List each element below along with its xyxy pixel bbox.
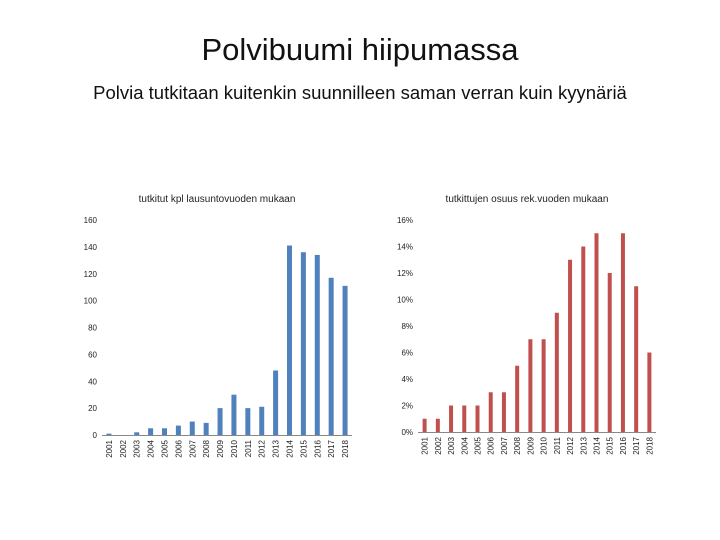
right-x-tick-label: 2005 xyxy=(473,437,483,455)
left-x-tick-label: 2012 xyxy=(257,440,267,458)
right-x-tick-label: 2016 xyxy=(618,437,628,455)
right-bar xyxy=(449,406,453,433)
left-bar xyxy=(231,395,236,435)
right-y-tick-label: 0% xyxy=(401,428,413,437)
right-bar xyxy=(515,366,519,432)
right-x-tick-label: 2013 xyxy=(579,437,589,455)
left-x-tick-label: 2013 xyxy=(271,440,281,458)
left-bar xyxy=(134,432,139,435)
right-bar xyxy=(581,247,585,433)
left-bar xyxy=(273,371,278,436)
right-x-tick-label: 2003 xyxy=(447,437,457,455)
right-y-tick-label: 16% xyxy=(396,216,413,225)
right-x-tick-label: 2012 xyxy=(566,437,576,455)
right-y-tick-label: 4% xyxy=(401,375,413,384)
right-bar xyxy=(476,406,480,433)
right-x-tick-label: 2009 xyxy=(526,437,536,455)
right-bar xyxy=(634,286,638,432)
right-x-tick-label: 2018 xyxy=(645,437,655,455)
left-y-tick-label: 140 xyxy=(83,242,97,252)
left-y-tick-label: 120 xyxy=(83,269,97,279)
right-bar xyxy=(647,353,651,433)
left-bar xyxy=(287,246,292,435)
right-x-tick-label: 2017 xyxy=(632,437,642,455)
left-x-tick-label: 2005 xyxy=(160,440,170,458)
right-y-tick-label: 6% xyxy=(401,348,413,358)
left-x-tick-label: 2006 xyxy=(174,440,184,458)
left-y-tick-label: 20 xyxy=(88,404,97,414)
slide-subtitle: Polvia tutkitaan kuitenkin suunnilleen saman verran kuin kyynäriä xyxy=(93,82,627,103)
right-y-tick-label: 2% xyxy=(401,401,413,411)
left-y-tick-label: 40 xyxy=(88,377,97,387)
left-bar xyxy=(106,434,111,435)
left-bar xyxy=(343,286,348,435)
left-bar xyxy=(315,255,320,435)
right-x-tick-label: 2015 xyxy=(605,437,615,455)
right-x-tick-label: 2007 xyxy=(499,437,509,455)
left-bar xyxy=(329,278,334,435)
left-x-tick-label: 2002 xyxy=(118,440,128,458)
left-bar xyxy=(218,408,223,435)
left-x-tick-label: 2003 xyxy=(132,440,142,458)
left-y-tick-label: 100 xyxy=(83,296,97,306)
right-y-tick-label: 14% xyxy=(396,242,413,252)
right-bar xyxy=(595,233,599,432)
left-bar xyxy=(176,426,181,435)
right-x-tick-label: 2001 xyxy=(420,437,430,455)
left-x-tick-label: 2016 xyxy=(313,440,323,458)
left-chart-title: tutkitut kpl lausuntovuoden mukaan xyxy=(138,194,296,205)
right-bar xyxy=(462,406,466,433)
right-y-tick-label: 8% xyxy=(401,322,413,331)
right-bar xyxy=(621,233,625,432)
right-x-tick-label: 2014 xyxy=(592,437,602,455)
right-bar xyxy=(436,419,440,432)
right-bar xyxy=(542,339,546,432)
right-x-tick-label: 2011 xyxy=(552,437,562,455)
left-bar xyxy=(162,428,167,435)
left-y-tick-label: 60 xyxy=(88,350,97,360)
left-bar xyxy=(148,428,153,435)
left-x-tick-label: 2010 xyxy=(229,440,239,458)
left-y-tick-label: 80 xyxy=(88,323,97,333)
right-y-tick-label: 12% xyxy=(396,269,413,278)
left-x-tick-label: 2014 xyxy=(285,440,295,458)
right-bar xyxy=(555,313,559,432)
right-bar xyxy=(502,392,506,432)
left-y-tick-label: 0 xyxy=(92,431,97,440)
left-x-tick-label: 2004 xyxy=(146,440,156,458)
left-x-tick-label: 2015 xyxy=(299,440,309,458)
right-x-tick-label: 2002 xyxy=(433,437,443,455)
right-x-tick-label: 2006 xyxy=(486,437,496,455)
right-bar xyxy=(608,273,612,432)
left-y-tick-label: 160 xyxy=(83,216,97,225)
left-bar xyxy=(245,408,250,435)
left-bar xyxy=(301,252,306,435)
left-x-tick-label: 2001 xyxy=(104,440,114,458)
left-x-tick-label: 2007 xyxy=(188,440,198,458)
right-bar xyxy=(489,392,493,432)
right-bar xyxy=(423,419,427,432)
right-x-tick-label: 2004 xyxy=(460,437,470,455)
left-bar xyxy=(204,423,209,435)
left-bar xyxy=(259,407,264,435)
right-x-tick-label: 2010 xyxy=(539,437,549,455)
left-x-tick-label: 2009 xyxy=(216,440,226,458)
right-chart-title: tutkittujen osuus rek.vuoden mukaan xyxy=(445,194,609,205)
right-y-tick-label: 10% xyxy=(396,295,413,305)
slide-title: Polvibuumi hiipumassa xyxy=(201,32,519,67)
right-bar xyxy=(568,260,572,432)
right-bar xyxy=(528,339,532,432)
right-x-tick-label: 2008 xyxy=(513,437,523,455)
left-x-tick-label: 2017 xyxy=(327,440,337,458)
left-x-tick-label: 2011 xyxy=(243,440,253,458)
left-x-tick-label: 2018 xyxy=(341,440,351,458)
left-x-tick-label: 2008 xyxy=(202,440,212,458)
left-bar xyxy=(190,422,195,435)
